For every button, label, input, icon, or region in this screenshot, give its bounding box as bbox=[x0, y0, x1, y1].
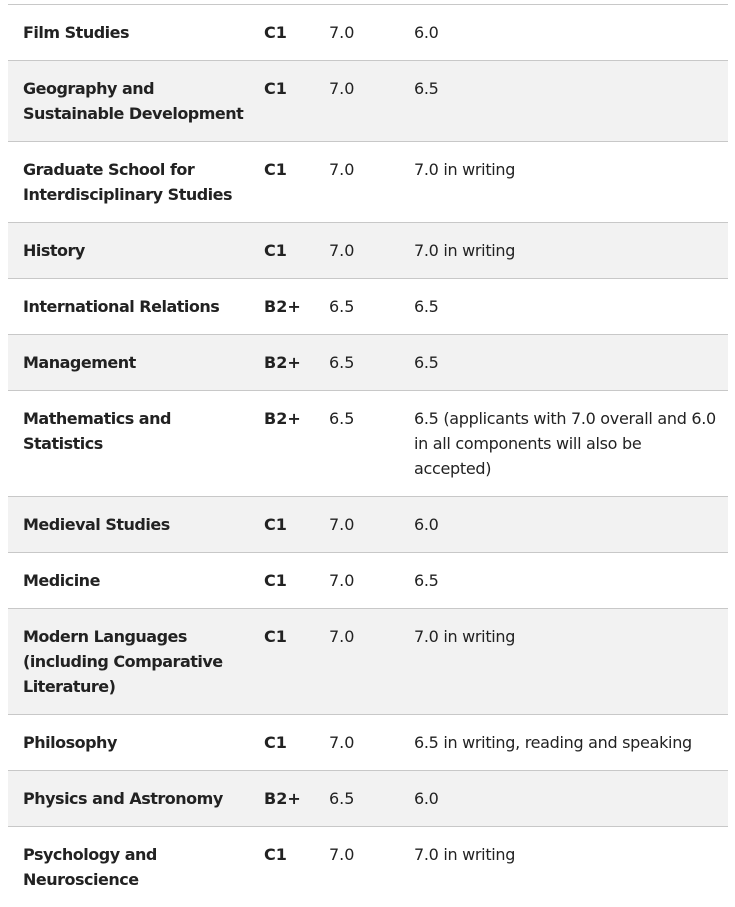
subject-cell: Philosophy bbox=[23, 733, 117, 752]
cefr-level-cell: C1 bbox=[264, 571, 287, 590]
overall-score-cell: 7.0 bbox=[329, 515, 355, 534]
subject-cell: Medieval Studies bbox=[23, 515, 170, 534]
table-row bbox=[8, 609, 728, 715]
minimum-score-cell: 6.0 bbox=[414, 23, 439, 42]
minimum-score-cell: 7.0 in writing bbox=[414, 160, 516, 179]
minimum-score-cell: 6.5 bbox=[414, 79, 439, 98]
minimum-score-cell: 7.0 in writing bbox=[414, 241, 516, 260]
minimum-score-cell: 6.0 bbox=[414, 789, 439, 808]
subject-cell: Modern Languages (including Comparative Literature) bbox=[23, 627, 223, 696]
overall-score-cell: 7.0 bbox=[329, 160, 355, 179]
table-row bbox=[8, 715, 728, 771]
table-row bbox=[8, 5, 728, 61]
subject-cell: Management bbox=[23, 353, 136, 372]
minimum-score-cell: 7.0 in writing bbox=[414, 845, 516, 864]
subject-cell: Graduate School for Interdisciplinary Studies bbox=[23, 160, 233, 204]
cefr-level-cell: C1 bbox=[264, 160, 287, 179]
minimum-score-cell: 6.5 bbox=[414, 571, 439, 590]
minimum-score-cell: 6.5 bbox=[414, 297, 439, 316]
subject-cell: Psychology and Neuroscience bbox=[23, 845, 157, 889]
overall-score-cell: 7.0 bbox=[329, 79, 355, 98]
overall-score-cell: 7.0 bbox=[329, 571, 355, 590]
overall-score-cell: 6.5 bbox=[329, 353, 355, 372]
cefr-level-cell: C1 bbox=[264, 79, 287, 98]
cefr-level-cell: C1 bbox=[264, 627, 287, 646]
requirements-table bbox=[8, 4, 728, 907]
subject-cell: Physics and Astronomy bbox=[23, 789, 223, 808]
overall-score-cell: 7.0 bbox=[329, 845, 355, 864]
subject-cell: History bbox=[23, 241, 85, 260]
overall-score-cell: 6.5 bbox=[329, 409, 355, 428]
cefr-level-cell: C1 bbox=[264, 515, 287, 534]
subject-cell: Geography and Sustainable Development bbox=[23, 79, 244, 123]
cefr-level-cell: B2+ bbox=[264, 789, 301, 808]
overall-score-cell: 6.5 bbox=[329, 789, 355, 808]
subject-cell: Medicine bbox=[23, 571, 100, 590]
minimum-score-cell: 6.0 bbox=[414, 515, 439, 534]
table-row bbox=[8, 223, 728, 279]
table-row bbox=[8, 279, 728, 335]
table-row bbox=[8, 827, 728, 907]
overall-score-cell: 6.5 bbox=[329, 297, 355, 316]
table-row bbox=[8, 497, 728, 553]
subject-cell: Film Studies bbox=[23, 23, 130, 42]
minimum-score-cell: 6.5 bbox=[414, 353, 439, 372]
minimum-score-cell: 7.0 in writing bbox=[414, 627, 516, 646]
cefr-level-cell: C1 bbox=[264, 845, 287, 864]
cefr-level-cell: B2+ bbox=[264, 297, 301, 316]
minimum-score-cell: 6.5 (applicants with 7.0 overall and 6.0 in all components will also be accepted) bbox=[414, 409, 716, 478]
table-row bbox=[8, 553, 728, 609]
overall-score-cell: 7.0 bbox=[329, 627, 355, 646]
subject-cell: International Relations bbox=[23, 297, 220, 316]
overall-score-cell: 7.0 bbox=[329, 733, 355, 752]
cefr-level-cell: B2+ bbox=[264, 409, 301, 428]
subject-cell: Mathematics and Statistics bbox=[23, 409, 171, 453]
cefr-level-cell: B2+ bbox=[264, 353, 301, 372]
table-row bbox=[8, 335, 728, 391]
table-row bbox=[8, 61, 728, 142]
table-row bbox=[8, 391, 728, 497]
table-row bbox=[8, 142, 728, 223]
overall-score-cell: 7.0 bbox=[329, 241, 355, 260]
minimum-score-cell: 6.5 in writing, reading and speaking bbox=[414, 733, 692, 752]
overall-score-cell: 7.0 bbox=[329, 23, 355, 42]
cefr-level-cell: C1 bbox=[264, 241, 287, 260]
cefr-level-cell: C1 bbox=[264, 23, 287, 42]
cefr-level-cell: C1 bbox=[264, 733, 287, 752]
table-row bbox=[8, 771, 728, 827]
